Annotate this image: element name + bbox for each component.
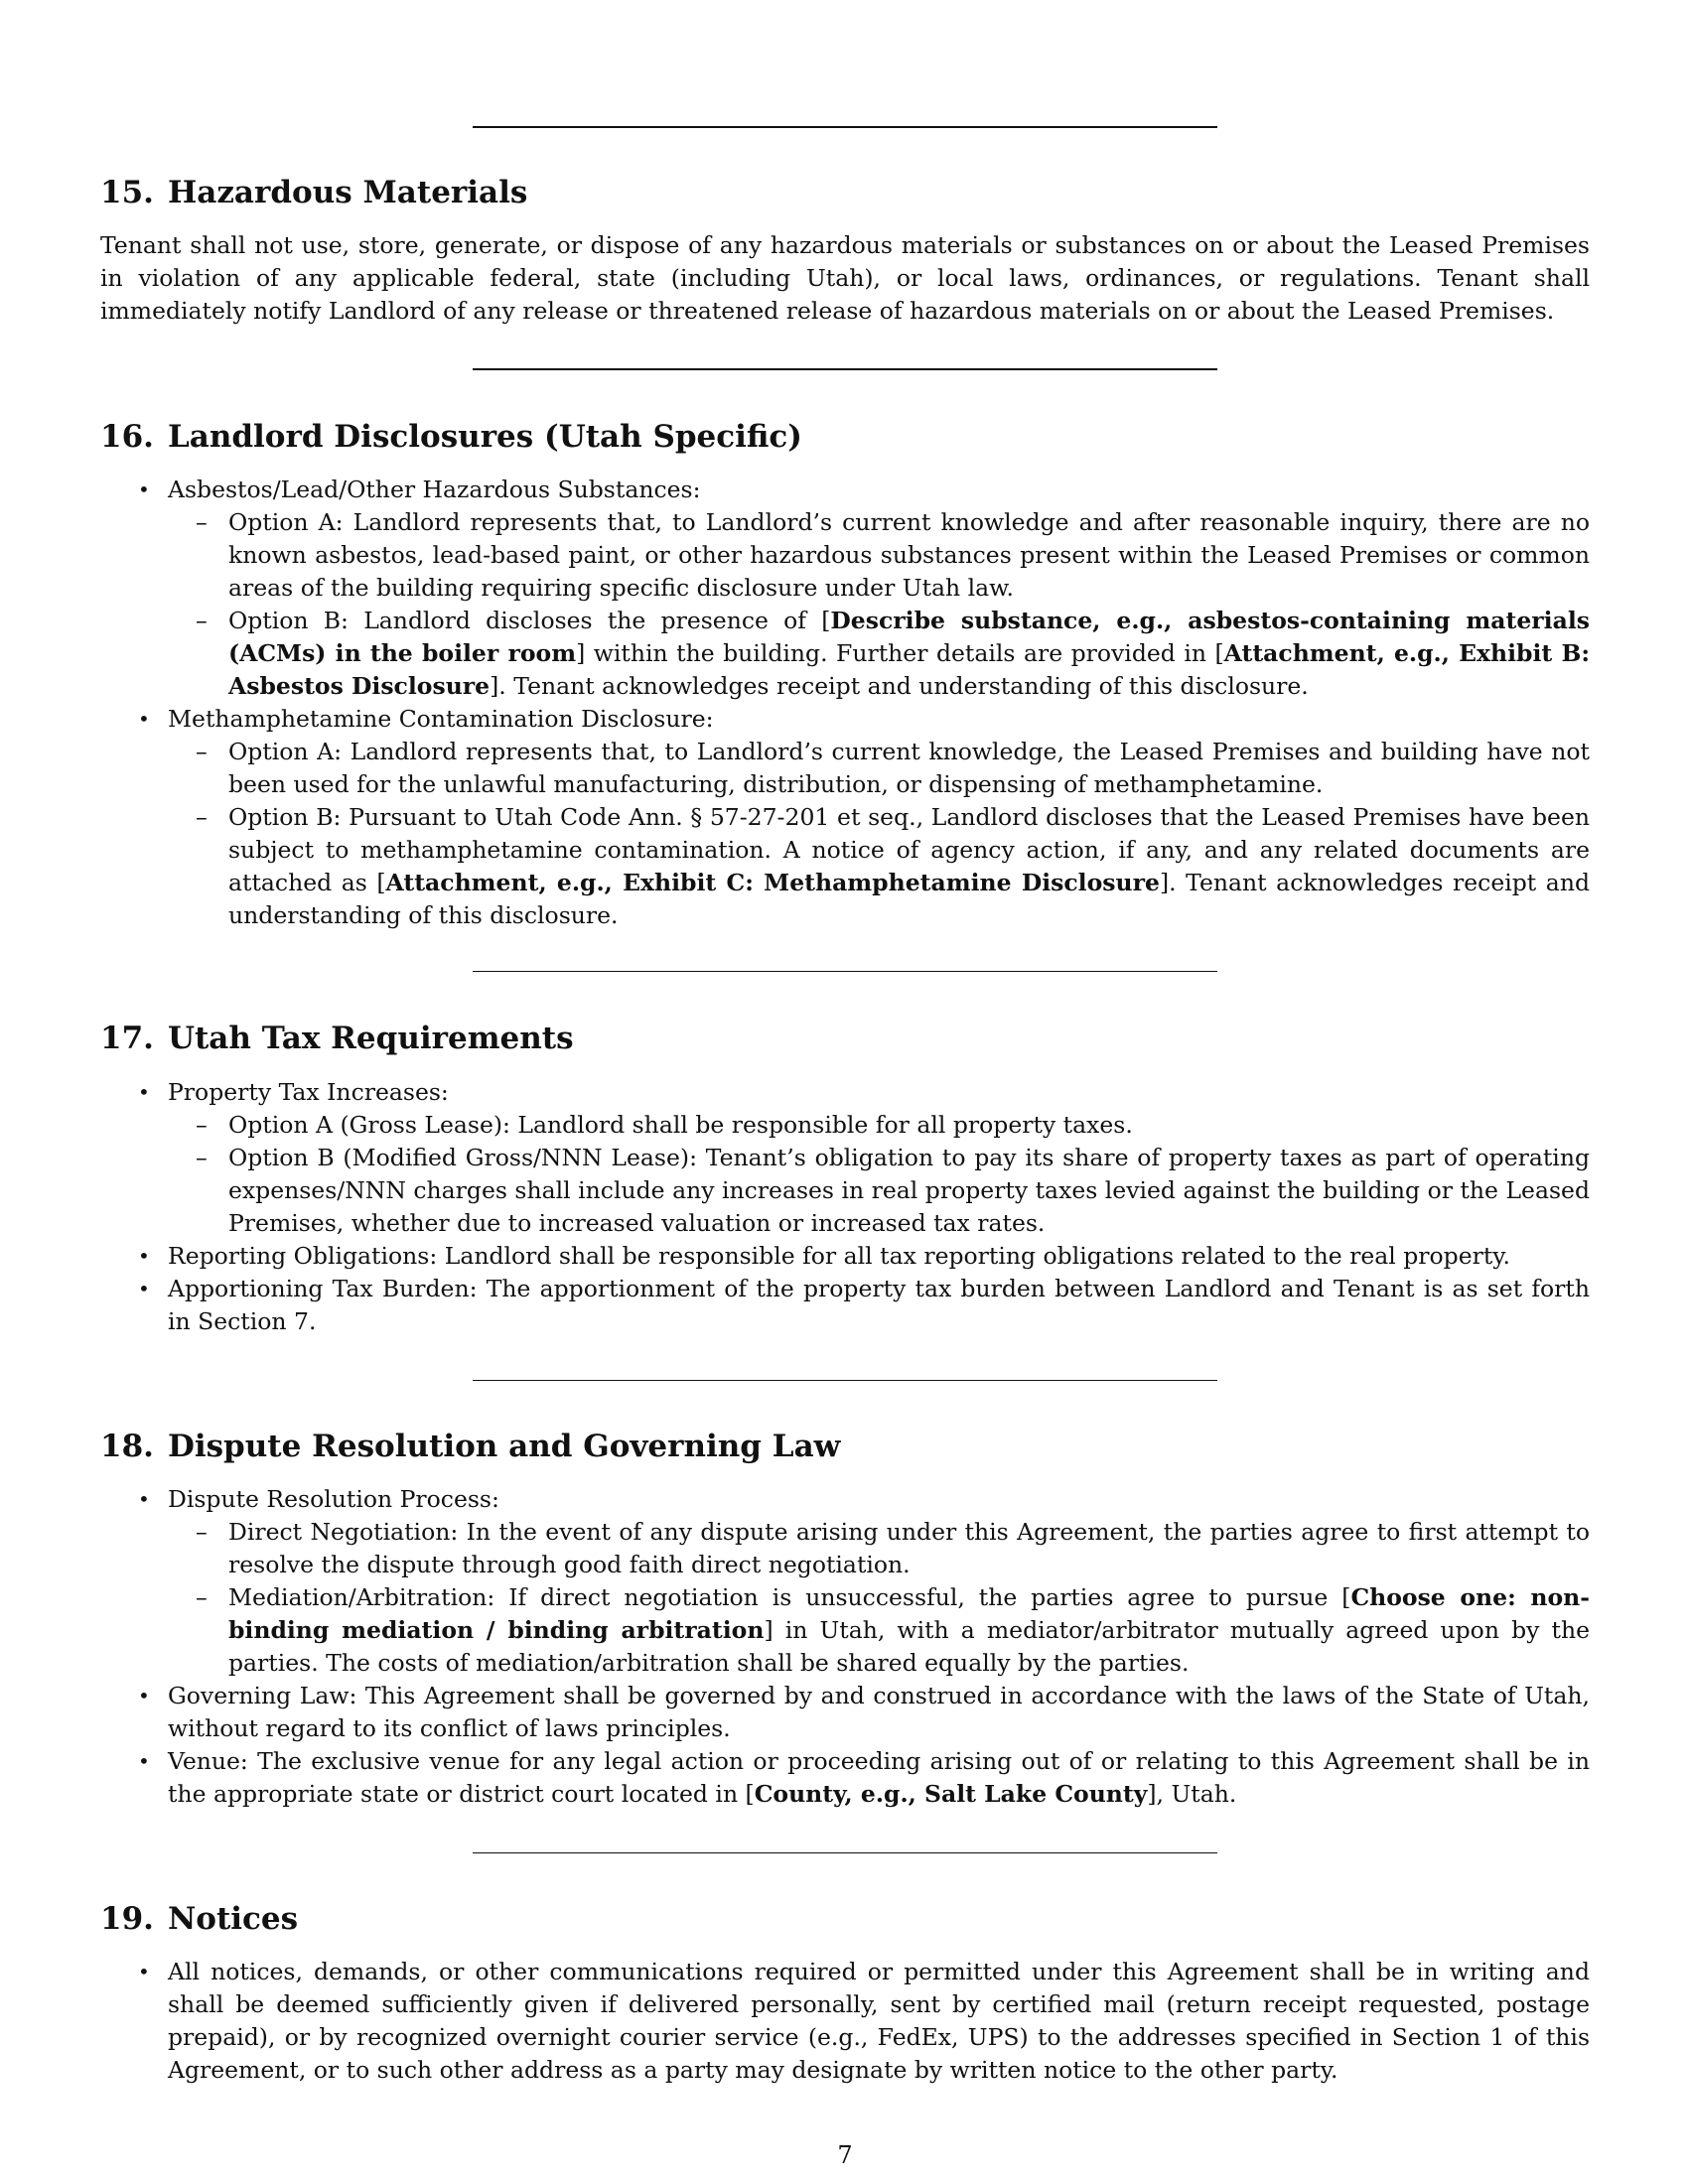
bullet-icon: • <box>138 1960 150 1983</box>
list-item: – Direct Negotiation: In the event of any dispute arising under this Agreement, the parties agree to first attempt to resolve the dispute through good faith direct negotiation. <box>196 1518 1590 1578</box>
section-17-list <box>100 1076 1590 1338</box>
bullet-icon: • <box>138 1277 150 1300</box>
section-15-heading: 15. Hazardous Materials <box>100 175 528 210</box>
section-19-heading: 19. Notices <box>100 1901 299 1937</box>
list-item: • Governing Law: This Agreement shall be governed by and construed in accordance with the laws of the State of Utah, without regard to its conflict of laws principles. <box>138 1682 1590 1742</box>
section-18-heading: 18. Dispute Resolution and Governing Law <box>100 1429 841 1464</box>
dash-icon: – <box>196 508 208 536</box>
list-item: – Option A (Gross Lease): Landlord shall be responsible for all property taxes. <box>168 1109 1590 1142</box>
dash-icon: – <box>196 803 208 831</box>
bullet-icon: • <box>138 1487 150 1511</box>
section-18-list <box>100 1483 1590 1811</box>
section-16-heading: 16. Landlord Disclosures (Utah Specific) <box>100 419 802 455</box>
dash-icon: – <box>196 607 208 634</box>
list-item: • Dispute Resolution Process: – Direct Negotiation: In the event of any dispute arising under this Agreement, the parties agree to first attempt to resolve the dispute through good faith direct negotiation. – Mediation/Arbitration: If direct negotiation is unsuccessful, the parties agree to pursue [Choose one: non-binding mediation / binding arbitration] in Utah, with a mediator/arbitrator mutually agreed upon by the parties. The costs of mediation/arbitration shall be shared equally by the parties. <box>100 1483 1590 1680</box>
document-page <box>100 0 1590 2184</box>
list-item: • Reporting Obligations: Landlord shall be responsible for all tax reporting obligations related to the real property. <box>100 1240 1590 1273</box>
section-divider <box>473 1852 1217 1853</box>
section-divider <box>473 1380 1217 1381</box>
list-item: • All notices, demands, or other communications required or permitted under this Agreement shall be in writing and shall be deemed sufficiently given if delivered personally, sent by certified mail (return receipt requested, postage prepaid), or by recognized overnight courier service (e.g., FedEx, UPS) to the addresses specified in Section 1 of this Agreement, or to such other address as a party may designate by written notice to the other party. <box>138 1958 1590 2084</box>
list-item: • Apportioning Tax Burden: The apportionment of the property tax burden between Landlord and Tenant is as set forth in Section 7. <box>138 1275 1590 1335</box>
list-item: – Option A: Landlord represents that, to Landlord’s current knowledge and after reasonable inquiry, there are no known asbestos, lead-based paint, or other hazardous substances present within the Leased Premises or common areas of the building requiring specific disclosure under Utah law. <box>196 508 1590 602</box>
section-19-list <box>100 1956 1590 2087</box>
section-16-list <box>100 474 1590 932</box>
bullet-icon: • <box>138 1749 150 1773</box>
page-number: 7 <box>837 2141 853 2169</box>
dash-icon: – <box>196 1111 208 1139</box>
bullet-icon: • <box>138 707 150 731</box>
list-item: • Venue: The exclusive venue for any legal action or proceeding arising out of or relating to this Agreement shall be in the appropriate state or district court located in [County, e.g., Salt Lake County], Utah. <box>138 1747 1590 1808</box>
list-item: • Asbestos/Lead/Other Hazardous Substances: – Option A: Landlord represents that, to Landlord’s current knowledge and after reasonable inquiry, there are no known asbestos, lead-based paint, or other hazardous substances present within the Leased Premises or common areas of the building requiring specific disclosure under Utah law. – Option B: Landlord discloses the presence of [Describe substance, e.g., asbestos-containing materials (ACMs) in the boiler room] within the building. Further details are provided in [Attachment, e.g., Exhibit B: Asbestos Disclosure]. Tenant acknowledges receipt and understanding of this disclosure. <box>100 474 1590 703</box>
section-divider <box>473 126 1217 128</box>
list-item: – Option A: Landlord represents that, to Landlord’s current knowledge, the Leased Premises and building have not been used for the unlawful manufacturing, distribution, or dispensing of methamphetamine. <box>196 738 1590 798</box>
bullet-icon: • <box>138 1684 150 1707</box>
list-item: • Property Tax Increases: – Option A (Gross Lease): Landlord shall be responsible for all property taxes. – Option B (Modified Gross/NNN Lease): Tenant’s obligation to pay its share of property taxes as part of operating expenses/NNN charges shall include any increases in real property taxes levied against the building or the Leased Premises, whether due to increased valuation or increased tax rates. <box>100 1076 1590 1240</box>
dash-icon: – <box>196 1518 208 1546</box>
section-17-heading: 17. Utah Tax Requirements <box>100 1021 574 1056</box>
section-divider <box>473 368 1217 370</box>
bullet-icon: • <box>138 1080 150 1104</box>
dash-icon: – <box>196 1583 208 1611</box>
section-15-body: Tenant shall not use, store, generate, or dispose of any hazardous materials or substances on or about the Leased Premises in violation of any applicable federal, state (including Utah), or local laws, ordinances, or regulations. Tenant shall immediately notify Landlord of any release or threatened release of hazardous materials on or about the Leased Premises. <box>100 231 1590 325</box>
list-item: • Methamphetamine Contamination Disclosure: – Option A: Landlord represents that, to Landlord’s current knowledge, the Leased Premises and building have not been used for the unlawful manufacturing, distribution, or dispensing of methamphetamine. – Option B: Pursuant to Utah Code Ann. § 57-27-201 et seq., Landlord discloses that the Leased Premises have been subject to methamphetamine contamination. A notice of agency action, if any, and any related documents are attached as [Attachment, e.g., Exhibit C: Methamphetamine Disclosure]. Tenant acknowledges receipt and understanding of this disclosure. <box>100 703 1590 932</box>
dash-icon: – <box>196 738 208 765</box>
list-item: – Option B: Pursuant to Utah Code Ann. § 57-27-201 et seq., Landlord discloses that the Leased Premises have been subject to methamphetamine contamination. A notice of agency action, if any, and any related documents are attached as [Attachment, e.g., Exhibit C: Methamphetamine Disclosure]. Tenant acknowledges receipt and understanding of this disclosure. <box>196 803 1590 929</box>
section-divider <box>473 971 1217 972</box>
dash-icon: – <box>196 1144 208 1171</box>
list-item: – Option B: Landlord discloses the presence of [Describe substance, e.g., asbestos-containing materials (ACMs) in the boiler room] within the building. Further details are provided in [Attachment, e.g., Exhibit B: Asbestos Disclosure]. Tenant acknowledges receipt and understanding of this disclosure. <box>196 607 1591 700</box>
list-item: – Mediation/Arbitration: If direct negotiation is unsuccessful, the parties agree to pursue [Choose one: non-binding mediation / binding arbitration] in Utah, with a mediator/arbitrator mutually agreed upon by the parties. The costs of mediation/arbitration shall be shared equally by the parties. <box>196 1583 1591 1677</box>
bullet-icon: • <box>138 1244 150 1268</box>
list-item: – Option B (Modified Gross/NNN Lease): Tenant’s obligation to pay its share of property taxes as part of operating expenses/NNN charges shall include any increases in real property taxes levied against the building or the Leased Premises, whether due to increased valuation or increased tax rates. <box>196 1144 1590 1237</box>
bullet-icon: • <box>138 478 150 501</box>
